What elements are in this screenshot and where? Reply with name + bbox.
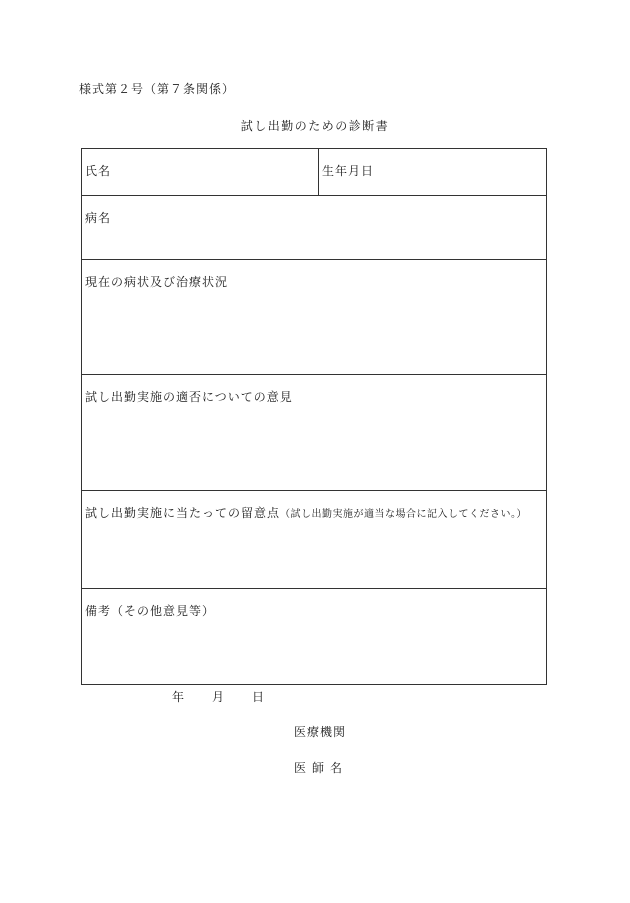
suitability-row	[82, 374, 546, 490]
name-row	[82, 149, 546, 195]
notes-label-wrapper	[85, 504, 527, 521]
day-label: 日	[252, 690, 265, 704]
diagnosis-form-table	[81, 148, 547, 685]
month-label: 月	[212, 690, 225, 704]
document-title: 試し出勤のための診断書	[240, 119, 390, 133]
notes-row	[82, 490, 546, 588]
remarks-row	[82, 588, 546, 684]
condition-row	[82, 259, 546, 374]
condition-label: 現在の病状及び治療状況	[85, 275, 229, 289]
name-label: 氏名	[85, 164, 112, 178]
disease-row	[82, 195, 546, 259]
notes-label: 試し出勤実施に当たっての留意点	[85, 506, 281, 520]
name-birthdate-divider	[318, 149, 319, 195]
remarks-label: 備考（その他意見等）	[85, 604, 216, 618]
disease-label: 病名	[85, 211, 112, 225]
year-label: 年	[172, 690, 185, 704]
form-number: 様式第２号（第７条関係）	[79, 82, 236, 96]
institution-label: 医療機関	[294, 725, 347, 739]
suitability-label: 試し出勤実施の適否についての意見	[85, 390, 293, 404]
doctor-name-label: 医師名	[294, 761, 349, 775]
birthdate-label: 生年月日	[322, 164, 375, 178]
notes-hint: （試し出勤実施が適当な場合に記入してください。）	[280, 509, 528, 520]
